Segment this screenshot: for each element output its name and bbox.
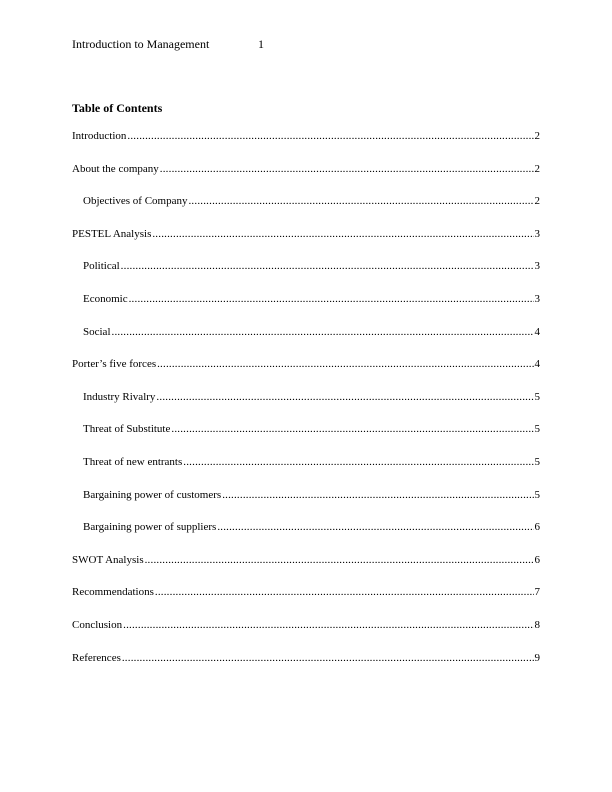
- toc-entry-page: 9: [534, 651, 540, 664]
- toc-dot-leader: [122, 650, 534, 666]
- toc-entry-title: References: [72, 651, 121, 664]
- toc-entry-title: Conclusion: [72, 618, 123, 631]
- toc-dot-leader: [129, 291, 534, 307]
- toc-entry-title: Economic: [83, 292, 128, 305]
- page-header: [72, 36, 540, 52]
- toc-entry-porters-five-forces[interactable]: [72, 356, 540, 389]
- table-of-contents: [72, 128, 540, 682]
- toc-entry-page: 5: [534, 455, 540, 468]
- toc-entry-title: Porter’s five forces: [72, 358, 157, 371]
- toc-entry-political[interactable]: [72, 258, 540, 291]
- toc-entry-title: Political: [83, 260, 120, 273]
- toc-entry-introduction[interactable]: [72, 128, 540, 161]
- toc-dot-leader: [217, 519, 533, 535]
- toc-entry-title: Bargaining power of customers: [83, 488, 222, 501]
- toc-heading: Table of Contents: [72, 101, 163, 115]
- toc-entry-page: 6: [534, 553, 540, 566]
- toc-entry-page: 2: [534, 130, 540, 142]
- toc-entry-title: Threat of Substitute: [83, 423, 171, 436]
- toc-entry-title: About the company: [72, 162, 159, 175]
- toc-dot-leader: [222, 487, 533, 503]
- toc-entry-page: 2: [534, 195, 540, 208]
- toc-entry-title: Social: [83, 325, 111, 338]
- toc-entry-bargaining-power-of-customers[interactable]: [72, 487, 540, 520]
- toc-entry-page: 7: [534, 586, 540, 599]
- toc-dot-leader: [156, 389, 533, 405]
- toc-entry-title: Objectives of Company: [83, 195, 188, 208]
- toc-entry-references[interactable]: [72, 650, 540, 683]
- toc-entry-page: 5: [534, 488, 540, 501]
- toc-dot-leader: [145, 552, 534, 568]
- toc-dot-leader: [155, 584, 534, 600]
- toc-entry-page: 6: [534, 521, 540, 534]
- toc-dot-leader: [183, 454, 533, 470]
- toc-entry-page: 3: [534, 292, 540, 305]
- toc-entry-conclusion[interactable]: [72, 617, 540, 650]
- toc-dot-leader: [127, 128, 533, 144]
- toc-entry-page: 3: [534, 227, 540, 240]
- toc-entry-title: Recommendations: [72, 586, 154, 599]
- toc-entry-threat-of-new-entrants[interactable]: [72, 454, 540, 487]
- toc-entry-threat-of-substitute[interactable]: [72, 421, 540, 454]
- toc-entry-page: 4: [534, 325, 540, 338]
- toc-entry-title: Industry Rivalry: [83, 390, 156, 403]
- toc-entry-page: 5: [534, 390, 540, 403]
- toc-dot-leader: [152, 226, 533, 242]
- header-page-number: 1: [258, 37, 264, 51]
- toc-entry-page: 5: [534, 423, 540, 436]
- toc-entry-about-the-company[interactable]: [72, 161, 540, 194]
- toc-entry-title: Introduction: [72, 130, 127, 142]
- toc-entry-social[interactable]: [72, 324, 540, 357]
- toc-entry-recommendations[interactable]: [72, 584, 540, 617]
- toc-entry-page: 2: [534, 162, 540, 175]
- toc-entry-industry-rivalry[interactable]: [72, 389, 540, 422]
- toc-entry-swot-analysis[interactable]: [72, 552, 540, 585]
- toc-entry-objectives-of-company[interactable]: [72, 193, 540, 226]
- toc-entry-page: 3: [534, 260, 540, 273]
- toc-entry-bargaining-power-of-suppliers[interactable]: [72, 519, 540, 552]
- header-title: Introduction to Management: [72, 37, 210, 51]
- toc-dot-leader: [171, 421, 533, 437]
- toc-entry-page: 4: [534, 358, 540, 371]
- toc-entry-page: 8: [534, 618, 540, 631]
- toc-entry-title: SWOT Analysis: [72, 553, 144, 566]
- toc-dot-leader: [112, 324, 534, 340]
- toc-dot-leader: [121, 258, 534, 274]
- toc-entry-pestel-analysis[interactable]: [72, 226, 540, 259]
- toc-dot-leader: [123, 617, 533, 633]
- toc-dot-leader: [157, 356, 533, 372]
- toc-dot-leader: [160, 161, 534, 177]
- toc-entry-title: Bargaining power of suppliers: [83, 521, 217, 534]
- toc-entry-economic[interactable]: [72, 291, 540, 324]
- toc-dot-leader: [188, 193, 533, 209]
- toc-entry-title: Threat of new entrants: [83, 455, 183, 468]
- toc-entry-title: PESTEL Analysis: [72, 227, 152, 240]
